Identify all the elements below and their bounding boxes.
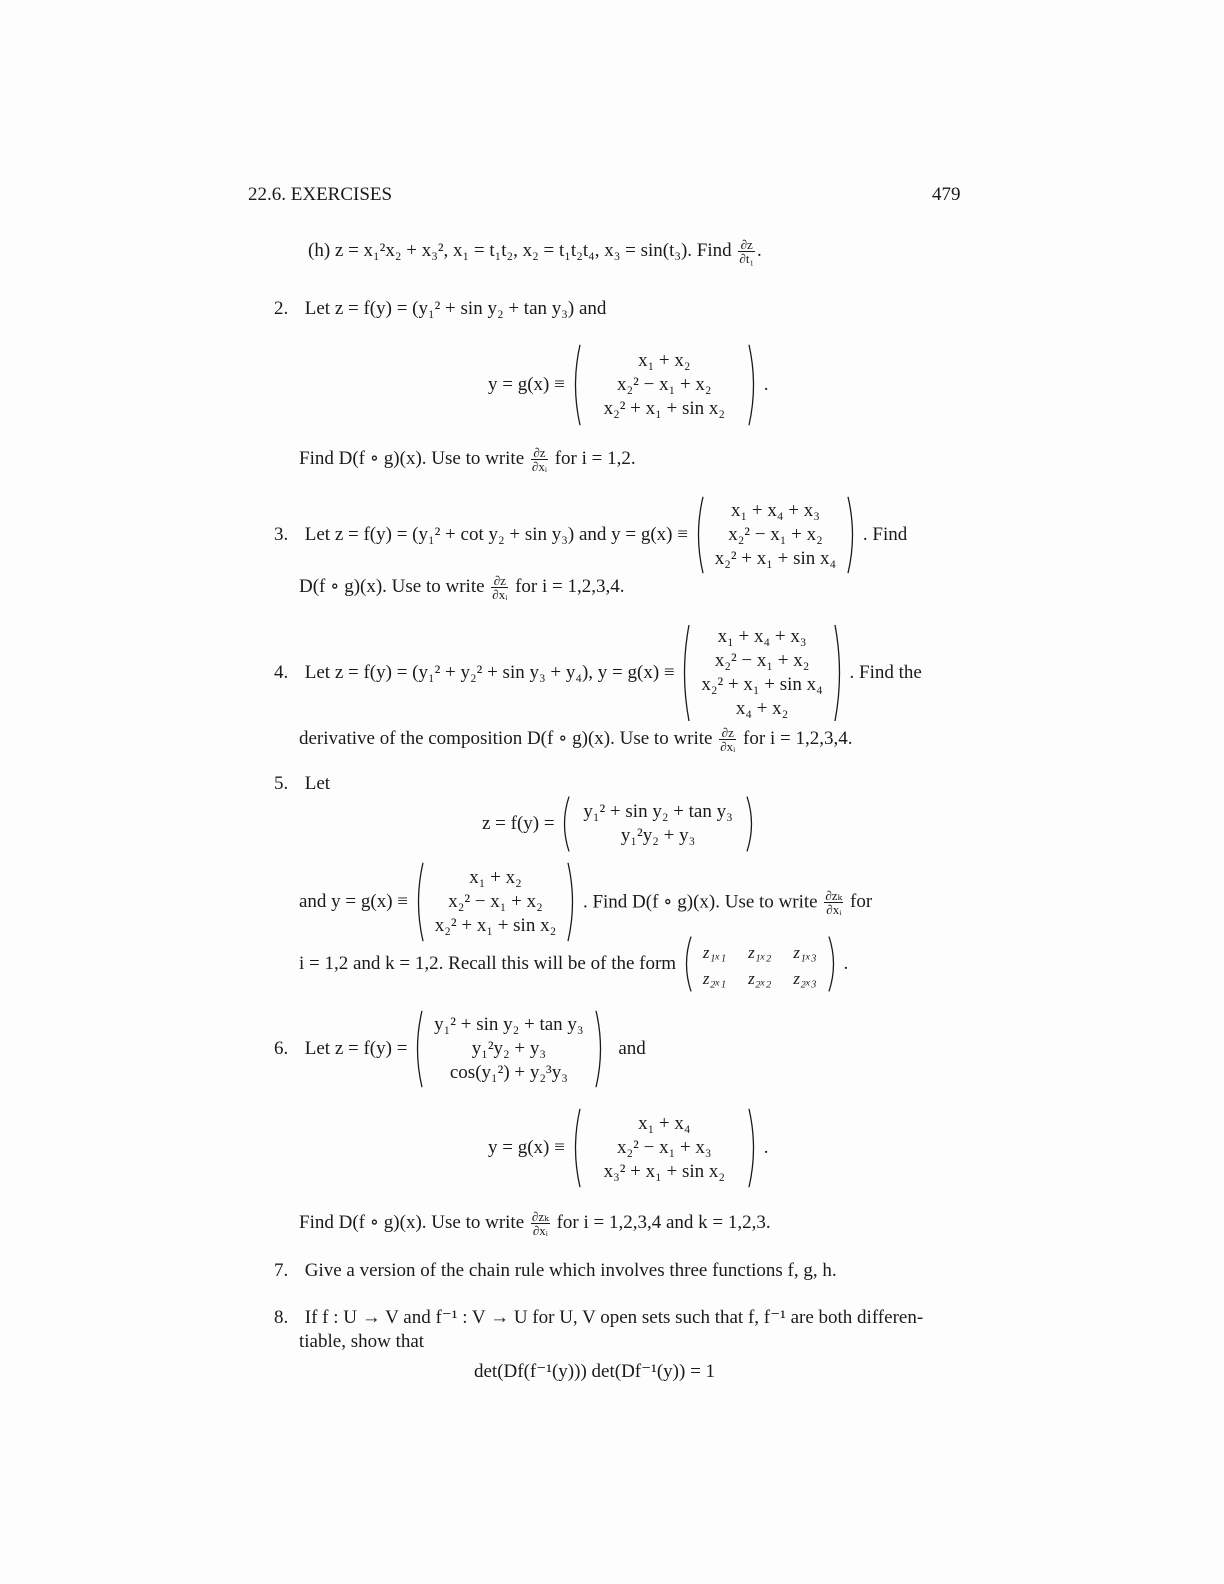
exercise-number: 7.: [274, 1260, 289, 1281]
exercise-3-line1: 3. Let z = f(y) = (y₁² + cot y₂ + sin y₃) and y = g(x) ≡ x₁ + x₄ + x₃ x₂² − x₁ + x₂ x₂² + x₁ + sin x₄ . Find: [274, 496, 907, 574]
exercise-number: 3.: [274, 524, 289, 545]
exercise-2-find: Find D(f ∘ g)(x). Use to write $\frac{\partial z}{\text{∂xᵢ}}$ for i = 1,2.: [299, 445, 636, 474]
matrix-entry: z₁ₓ₁: [702, 943, 727, 962]
exercise-2-line1: [274, 298, 606, 320]
matrix-entry: z₂ₓ₁: [702, 969, 727, 988]
page-number: 479: [932, 184, 961, 205]
exercise-text: Let z = f(y) = (y₁² + y₂² + sin y₃ + y₄), y = g(x) ≡: [304, 662, 675, 683]
column-vector: [570, 344, 759, 426]
equation-lhs: z = f(y) =: [482, 813, 555, 834]
vector-entry: x₂² − x₁ + x₂: [714, 650, 810, 671]
partial-fraction: $\frac{\partial z}{\text{∂xᵢ}}$: [492, 573, 508, 602]
jacobian-matrix: [681, 936, 839, 992]
vector-entry: x₁ + x₂: [469, 867, 522, 888]
vector-entry: cos(y₁²) + y₂³y₃: [449, 1062, 568, 1083]
vector-entry: x₂² + x₁ + sin x₂: [603, 398, 726, 419]
running-header: 22.6. EXERCISES: [248, 184, 393, 205]
find-label: Find: [696, 239, 732, 261]
partial-fraction: $\frac{\text{∂zₖ}}{\text{∂xᵢ}}$: [825, 887, 843, 917]
exercise-number: 2.: [274, 298, 289, 319]
equation-lhs: y = g(x) ≡: [488, 1137, 565, 1158]
exercise-5-z-display: [482, 796, 757, 852]
exercise-2-display: y = g(x) ≡ x₁ + x₂ x₂² − x₁ + x₂ x₂² + x₁ + sin x₂ .: [488, 344, 769, 426]
column-vector: [679, 624, 844, 722]
vector-entry: x₂² − x₁ + x₂: [448, 891, 543, 912]
column-vector: [559, 796, 756, 852]
vector-entry: x₂² + x₁ + sin x₄: [701, 674, 823, 695]
exercise-6-display: y = g(x) ≡ x₁ + x₄ x₂² − x₁ + x₃ x₃² + x₁ + sin x₂ .: [488, 1108, 769, 1188]
exercise-text: z = x₁²x₂ + x₃², x₁ = t₁t₂, x₂ = t₁t₂t₄, x₃ = sin(t₃).: [334, 239, 697, 261]
exercise-text: Let z = f(y) = (y₁² + sin y₂ + tan y₃) and: [304, 298, 607, 319]
equation-lhs: y = g(x) ≡: [488, 374, 565, 395]
vector-entry: x₂² + x₁ + sin x₂: [434, 915, 557, 936]
column-vector: [570, 1108, 759, 1188]
vector-entry: x₂² − x₁ + x₃: [617, 1137, 712, 1158]
exercise-text: Give a version of the chain rule which involves three functions f, g, h.: [304, 1260, 837, 1281]
exercise-h: (h) z = x₁²x₂ + x₃², x₁ = t₁t₂, x₂ = t₁t₂t₄, x₃ = sin(t₃). Find $\frac{\partial z}{\text{∂t₁}}$ .: [308, 237, 762, 266]
exercise-text: If f : U → V and f⁻¹ : V → U for U, V open sets such that f, f⁻¹ are both differen-: [304, 1307, 924, 1328]
vector-entry: y₁² + sin y₂ + tan y₃: [583, 801, 733, 822]
partial-fraction: $\frac{\partial z}{\text{∂t₁}}$: [739, 237, 754, 266]
vector-entry: x₂² − x₁ + x₂: [617, 374, 712, 395]
vector-entry: x₁ + x₂: [638, 350, 691, 371]
matrix-entry: z₁ₓ₃: [793, 943, 817, 962]
exercise-6-line1: 6. Let z = f(y) = y₁² + sin y₂ + tan y₃ y₁²y₂ + y₃ cos(y₁²) + y₂³y₃ and: [274, 1010, 646, 1088]
column-vector: [693, 496, 858, 574]
exercise-number: 6.: [274, 1038, 289, 1059]
exercise-5-line1: 5. Let: [274, 773, 331, 794]
exercise-8-line1: [274, 1306, 923, 1329]
exercise-number: 5.: [274, 773, 289, 794]
partial-fraction: $\frac{\partial z}{\text{∂xᵢ}}$: [720, 725, 736, 754]
vector-entry: x₁ + x₄: [638, 1113, 691, 1134]
matrix-entry: z₂ₓ₂: [748, 969, 772, 988]
partial-fraction: $\frac{\text{∂zₖ}}{\text{∂xᵢ}}$: [531, 1209, 549, 1238]
vector-entry: x₂² − x₁ + x₂: [728, 524, 823, 545]
exercise-label: (h): [308, 239, 331, 261]
exercise-4-line1: 4. Let z = f(y) = (y₁² + y₂² + sin y₃ + y₄), y = g(x) ≡ x₁ + x₄ + x₃ x₂² − x₁ + x₂ x₂² + x₁ + sin x₄ x₄ + x₂ . Find the: [274, 624, 922, 722]
vector-entry: x₁ + x₄ + x₃: [717, 626, 807, 647]
partial-fraction: $\frac{\partial z}{\text{∂xᵢ}}$: [531, 445, 547, 474]
vector-entry: y₁²y₂ + y₃: [620, 825, 696, 846]
column-vector: [412, 1010, 605, 1088]
vector-entry: x₂² + x₁ + sin x₄: [714, 548, 837, 569]
vector-entry: y₁²y₂ + y₃: [471, 1038, 547, 1059]
exercise-5-line2: and y = g(x) ≡ x₁ + x₂ x₂² − x₁ + x₂ x₂² + x₁ + sin x₂ . Find D(f ∘ g)(x). Use to write $\frac{\text{∂zₖ}}{\text{∂xᵢ}}$ for: [299, 862, 872, 942]
exercise-text: Let z = f(y) = (y₁² + cot y₂ + sin y₃) and y = g(x) ≡: [304, 524, 688, 545]
exercise-3-line2: D(f ∘ g)(x). Use to write $\frac{\partial z}{\text{∂xᵢ}}$ for i = 1,2,3,4.: [299, 573, 625, 602]
vector-entry: x₁ + x₄ + x₃: [731, 500, 820, 521]
vector-entry: x₃² + x₁ + sin x₂: [603, 1161, 726, 1182]
column-vector: [413, 862, 578, 942]
exercise-number: 4.: [274, 662, 289, 683]
matrix-entry: z₁ₓ₂: [748, 943, 772, 962]
matrix-entry: z₂ₓ₃: [793, 969, 817, 988]
exercise-8-line2: tiable, show that: [299, 1331, 425, 1352]
exercise-5-line3: i = 1,2 and k = 1,2. Recall this will be of the form z₁ₓ₁ z₁ₓ₂ z₁ₓ₃ z₂ₓ₁ z₂ₓ₂ z₂ₓ₃ .: [299, 936, 848, 992]
exercise-number: 8.: [274, 1307, 289, 1328]
vector-entry: x₄ + x₂: [735, 698, 789, 719]
exercise-6-find: Find D(f ∘ g)(x). Use to write $\frac{\text{∂zₖ}}{\text{∂xᵢ}}$ for i = 1,2,3,4 and k = 1,2,3.: [299, 1209, 771, 1238]
exercise-4-line2: derivative of the composition D(f ∘ g)(x). Use to write $\frac{\partial z}{\text{∂xᵢ}}$ for i = 1,2,3,4.: [299, 725, 853, 754]
vector-entry: y₁² + sin y₂ + tan y₃: [434, 1014, 584, 1035]
exercise-8-formula: det(Df(f⁻¹(y))) det(Df⁻¹(y)) = 1: [474, 1361, 716, 1382]
exercise-7: [274, 1260, 837, 1282]
